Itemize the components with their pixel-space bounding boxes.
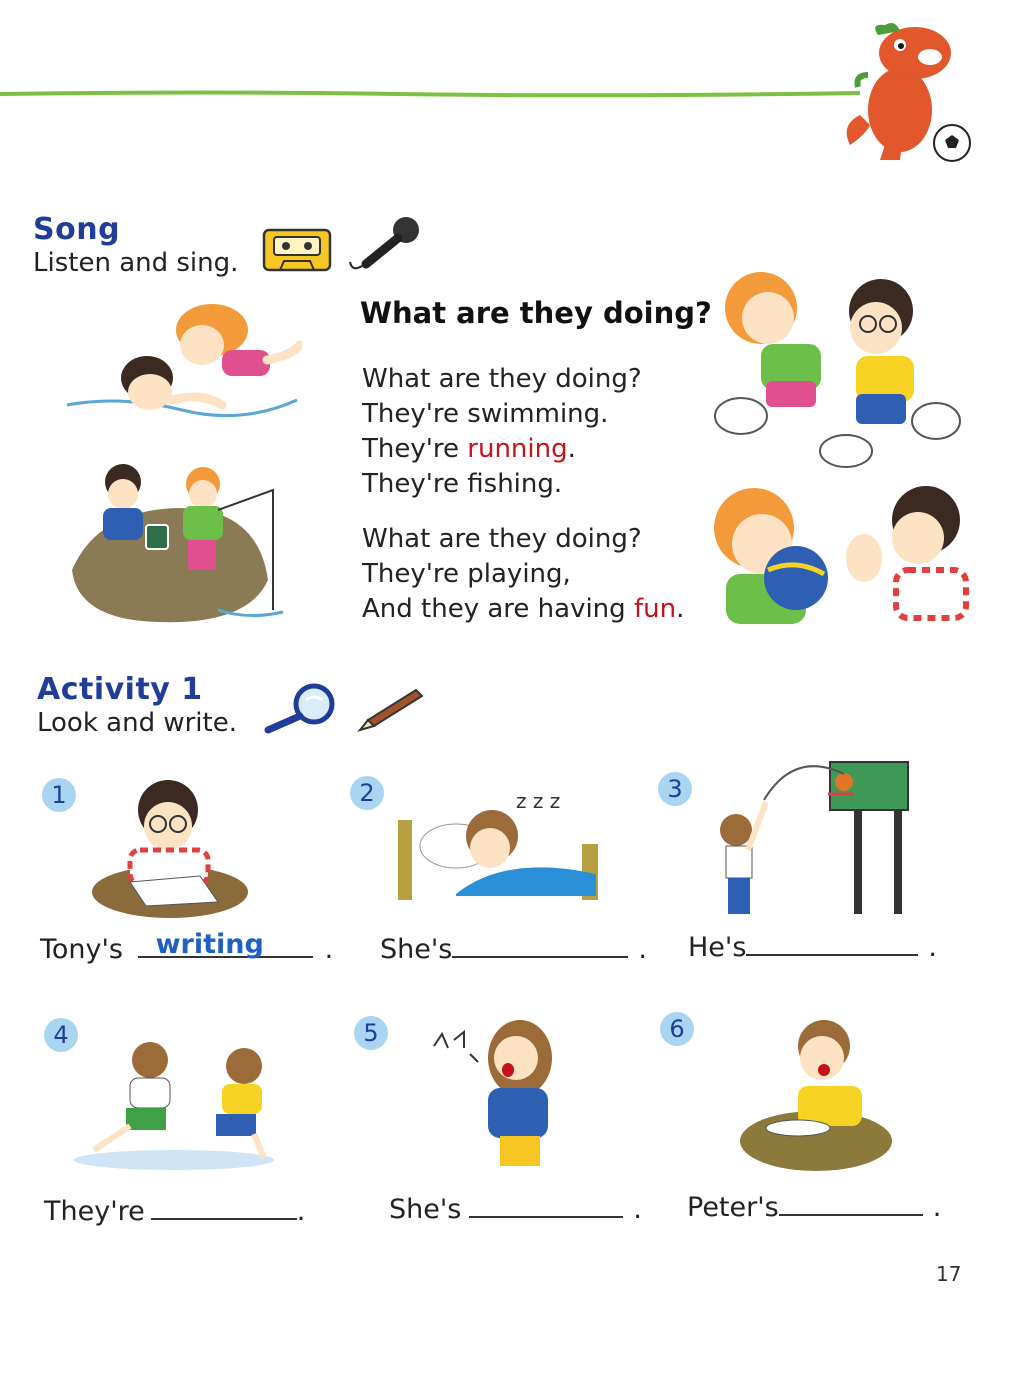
lyric-highlight: fun: [633, 594, 677, 624]
sentence-4: [44, 1196, 305, 1227]
boy-eating-illustration: [738, 1016, 898, 1174]
activity-heading: Activity 1: [37, 672, 203, 707]
item-number-badge: 5: [354, 1016, 388, 1050]
lyric-line: They're fishing.: [362, 469, 563, 499]
activity-instruction: Look and write.: [37, 708, 237, 738]
sentence-prefix: Tony's: [40, 934, 124, 965]
sentence-prefix: Peter's: [687, 1192, 779, 1223]
lyric-line: [362, 432, 642, 467]
lyric-punctuation: .: [567, 434, 576, 464]
sentence-period: .: [638, 934, 647, 965]
sentence-5: [389, 1194, 642, 1225]
sentence-prefix: He's: [688, 932, 747, 963]
cassette-icon: [262, 228, 332, 272]
answer-blank[interactable]: [746, 954, 918, 956]
sentence-prefix: She's: [380, 934, 453, 965]
sentence-3: [688, 932, 937, 963]
sentence-6: [687, 1192, 941, 1223]
answer-blank[interactable]: [151, 1218, 297, 1220]
swimming-children-illustration: [62, 300, 302, 440]
boy-basketball-illustration: [704, 752, 924, 917]
item-number-badge: 1: [42, 778, 76, 812]
sentence-period: .: [932, 1192, 942, 1223]
sentence-prefix: She's: [389, 1194, 462, 1225]
sentence-period: .: [324, 934, 334, 965]
page-number: 17: [936, 1262, 962, 1286]
magnifier-icon: [262, 682, 342, 734]
answer-text: writing: [155, 929, 264, 960]
girl-sleeping-illustration: [396, 784, 606, 904]
sentence-1: [40, 929, 334, 965]
girl-singing-illustration: [430, 1018, 570, 1168]
lyric-line: What are they doing?: [362, 524, 642, 554]
song-verse-1: [362, 362, 642, 502]
lyric-text: They're: [362, 434, 468, 464]
answer-blank[interactable]: [452, 956, 628, 958]
boy-writing-illustration: [90, 780, 250, 920]
sentence-prefix: They're: [44, 1196, 145, 1227]
song-heading: Song: [33, 212, 121, 247]
item-number-badge: 3: [658, 772, 692, 806]
lyric-line: They're swimming.: [362, 399, 609, 429]
playing-ball-children-illustration: [696, 478, 981, 628]
svg-text:z z z: z z z: [516, 789, 561, 813]
sentence-period: .: [633, 1194, 642, 1225]
answer-blank[interactable]: [138, 929, 313, 960]
item-number-badge: 2: [350, 776, 384, 810]
song-instruction: Listen and sing.: [33, 248, 239, 278]
song-title: What are they doing?: [360, 296, 712, 330]
answer-blank[interactable]: [469, 1216, 623, 1218]
item-number-badge: 6: [660, 1012, 694, 1046]
sentence-period: .: [928, 932, 937, 963]
lyric-highlight: running: [467, 434, 568, 464]
sentence-2: [380, 934, 647, 965]
item-number-badge: 4: [44, 1018, 78, 1052]
lyric-line: They're playing,: [362, 559, 571, 589]
lyric-line: What are they doing?: [362, 364, 642, 394]
sentence-period: .: [296, 1196, 306, 1227]
lyric-text: And they are having: [362, 594, 634, 624]
boys-running-illustration: [54, 1030, 284, 1172]
answer-blank[interactable]: [779, 1214, 923, 1216]
pencil-icon: [356, 686, 426, 732]
running-children-illustration: [706, 266, 966, 471]
song-verse-2: [362, 522, 684, 627]
fishing-children-illustration: [68, 460, 288, 630]
lyric-punctuation: .: [676, 594, 685, 624]
lyric-line: [362, 592, 684, 627]
dinosaur-mascot-icon: [840, 15, 980, 165]
microphone-icon: [348, 214, 424, 274]
